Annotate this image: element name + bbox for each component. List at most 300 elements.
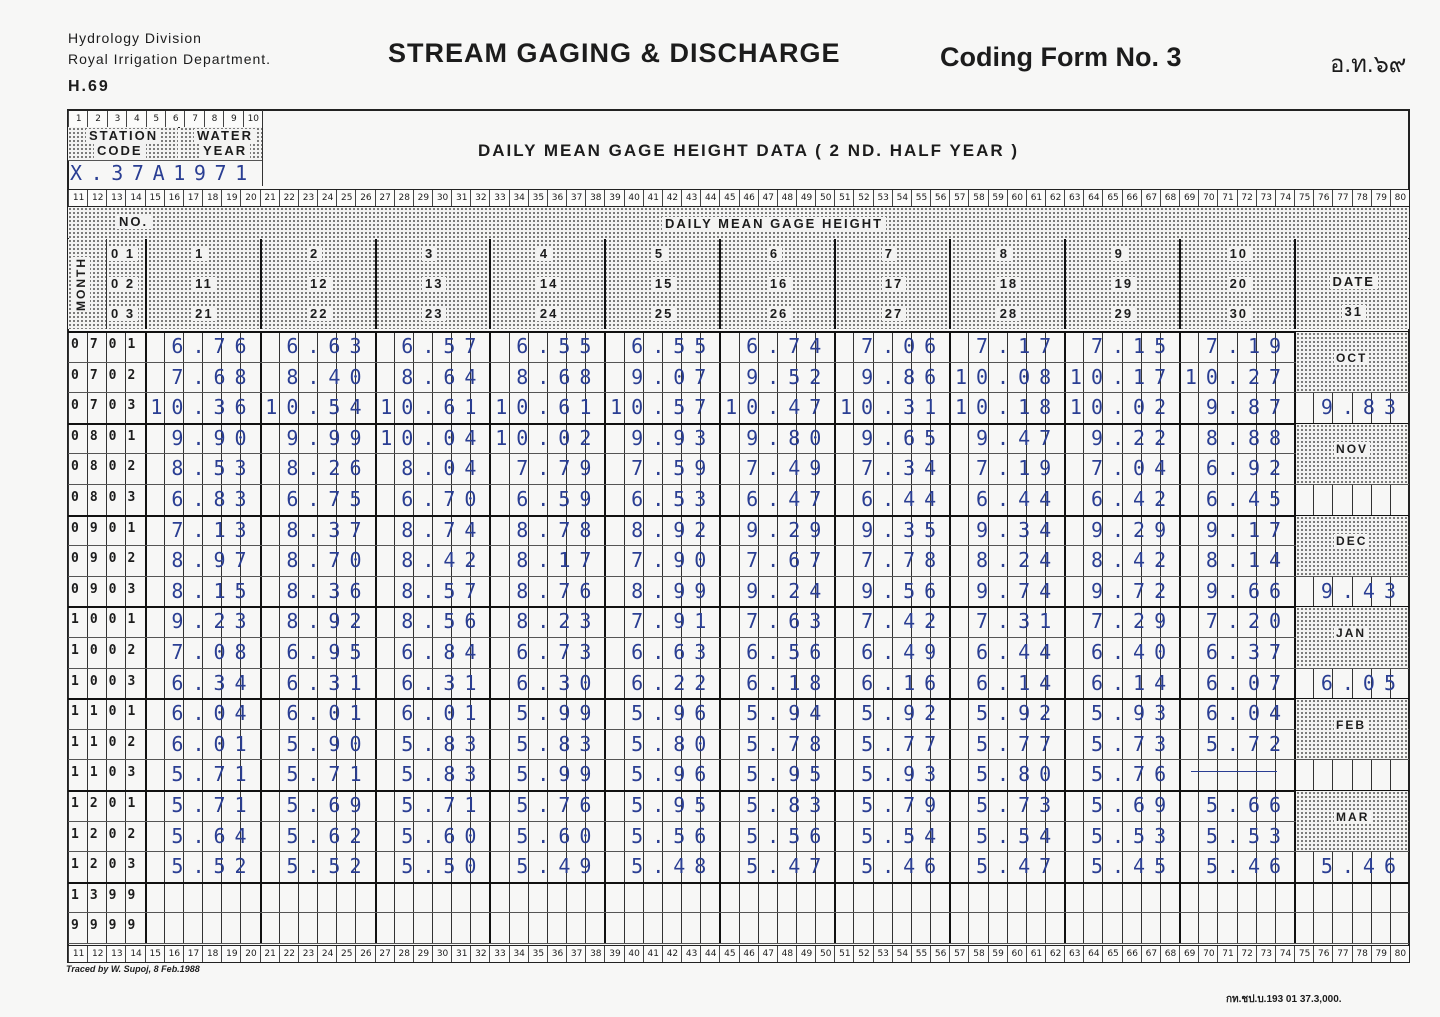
gage-height-value: 5.56 [746, 823, 831, 848]
day-number: 21 [192, 307, 216, 321]
month-block [1296, 424, 1408, 484]
column-number: 31 [451, 190, 471, 206]
column-number: 21 [260, 946, 280, 962]
day-number: 17 [882, 277, 906, 291]
day-number: 27 [882, 307, 906, 321]
column-number: 74 [1275, 190, 1295, 206]
gage-height-value: 5.49 [516, 854, 601, 879]
gage-height-value: 7.17 [976, 334, 1061, 358]
gage-height-value: 5.90 [286, 731, 371, 756]
gage-height-value: 9.74 [976, 578, 1061, 603]
gage-height-value: 7.63 [746, 609, 831, 634]
row-code: 1201 [71, 796, 147, 811]
column-number: 49 [796, 946, 816, 962]
gage-height-value: 5.52 [171, 854, 256, 879]
column-number: 61 [1026, 190, 1046, 206]
station-code-value: X.37A1971 [70, 161, 256, 185]
gage-height-value: 8.92 [286, 609, 371, 634]
column-number: 46 [739, 190, 759, 206]
month-name-label: MAR [1336, 809, 1370, 824]
grid-row-line [68, 331, 1409, 333]
gage-height-value: 6.56 [746, 640, 831, 664]
gage-height-value: 7.91 [631, 609, 716, 634]
column-number: 77 [1332, 190, 1352, 206]
traced-by-note: Traced by W. Supoj, 8 Feb.1988 [66, 964, 200, 974]
gage-height-value: 5.66 [1205, 793, 1291, 817]
gage-height-value: 7.29 [1090, 609, 1176, 634]
blank-entry-mark [1191, 771, 1277, 772]
gage-height-value: 5.71 [286, 762, 371, 787]
column-number: 15 [145, 946, 165, 962]
row-code: 9999 [71, 918, 147, 934]
gage-height-value: 5.71 [401, 793, 486, 817]
row-code: 1399 [71, 887, 147, 903]
row-code: 0902 [71, 551, 147, 567]
column-number: 48 [777, 190, 797, 206]
column-number: 52 [853, 946, 873, 962]
gage-height-value: 7.13 [171, 517, 256, 542]
column-number: 17 [183, 190, 203, 206]
column-number: 29 [413, 190, 433, 206]
column-number: 18 [202, 946, 222, 962]
gage-height-value: 7.15 [1090, 334, 1176, 358]
gage-height-value: 5.71 [171, 762, 256, 787]
gage-height-value: 6.31 [401, 670, 486, 695]
column-number: 26 [355, 946, 375, 962]
grid-row-line [68, 912, 1409, 913]
column-number: 80 [1390, 190, 1410, 206]
gage-height-value: 6.14 [976, 670, 1061, 695]
gage-height-value: 8.99 [631, 578, 716, 603]
day-number: 10 [1227, 247, 1251, 261]
column-number: 74 [1275, 946, 1295, 962]
column-number: 51 [834, 190, 854, 206]
gage-height-value: 10.47 [725, 395, 831, 420]
day-number: 12 [307, 277, 331, 291]
gage-height-value: 10.02 [1069, 395, 1176, 420]
gage-height-value: 6.76 [171, 334, 256, 358]
gage-height-value: 5.53 [1090, 823, 1176, 848]
grid-row-line [68, 821, 1409, 822]
gage-height-value: 6.01 [401, 701, 486, 726]
day-group-divider [1179, 239, 1181, 329]
column-number: 20 [240, 190, 260, 206]
date-31-value: 9.83 [1320, 395, 1405, 420]
column-number: 77 [1332, 946, 1352, 962]
day-number: 18 [997, 277, 1021, 291]
gage-height-value: 5.72 [1205, 731, 1291, 756]
gage-height-value: 5.83 [746, 793, 831, 817]
gage-height-value: 9.56 [861, 578, 946, 603]
gage-height-value: 5.83 [401, 731, 486, 756]
header-division-lines [68, 28, 271, 70]
column-number: 13 [106, 190, 126, 206]
row-code: 0803 [71, 490, 147, 505]
gage-height-value: 10.61 [495, 395, 601, 420]
day-number: 8 [997, 247, 1012, 261]
date-31-value: 9.43 [1320, 578, 1405, 603]
gage-height-value: 7.31 [976, 609, 1061, 634]
gage-height-value: 5.64 [171, 823, 256, 848]
gage-height-value: 8.53 [171, 456, 256, 481]
grid-row-line [68, 882, 1409, 884]
gage-height-value: 5.83 [401, 762, 486, 787]
column-number: 11 [68, 946, 88, 962]
gage-height-value: 7.04 [1090, 456, 1176, 481]
row-code-label: 0 1 [108, 247, 138, 261]
day-group-divider [375, 239, 377, 329]
day-number: 6 [767, 247, 782, 261]
gage-height-value: 5.47 [976, 854, 1061, 879]
column-number: 6 [165, 111, 185, 127]
day-group-divider [260, 239, 262, 329]
gage-height-value: 7.19 [976, 456, 1061, 481]
gage-height-value: 6.74 [746, 334, 831, 358]
gage-height-value: 9.93 [631, 425, 716, 450]
gage-height-value: 9.17 [1205, 517, 1291, 542]
column-number: 59 [988, 190, 1008, 206]
gage-height-value: 5.73 [1090, 731, 1176, 756]
column-number: 13 [106, 946, 126, 962]
column-number-strip-top [68, 110, 262, 128]
gage-height-value: 8.78 [516, 517, 601, 542]
column-number: 65 [1102, 190, 1122, 206]
row-code: 1001 [71, 612, 147, 628]
gage-height-value: 5.94 [746, 701, 831, 726]
thai-form-code: อ.ท.๖๙ [1330, 51, 1407, 78]
day-number: 24 [537, 307, 561, 321]
gage-height-value: 9.22 [1090, 425, 1176, 450]
day-group-divider [719, 239, 721, 329]
gage-height-value: 10.04 [380, 425, 486, 450]
column-number: 38 [585, 946, 605, 962]
column-number: 24 [317, 190, 337, 206]
gage-height-value: 5.99 [516, 701, 601, 726]
column-number: 56 [930, 190, 950, 206]
column-number: 50 [815, 190, 835, 206]
gage-height-value: 6.04 [1205, 701, 1291, 726]
month-name-label: OCT [1336, 350, 1368, 365]
gage-height-value: 6.34 [171, 670, 256, 695]
gage-height-value: 8.24 [976, 548, 1061, 573]
grid-row-line [68, 759, 1409, 760]
day-header-band [68, 239, 1409, 329]
column-number: 43 [681, 190, 701, 206]
column-number: 70 [1198, 946, 1218, 962]
column-number: 72 [1237, 946, 1257, 962]
column-number-strip-mid [68, 189, 1409, 207]
row-code: 0701 [71, 337, 147, 352]
gage-height-value: 5.92 [861, 701, 946, 726]
gage-height-value: 5.93 [1090, 701, 1176, 726]
gage-height-value: 6.92 [1205, 456, 1291, 481]
gage-height-value: 9.65 [861, 425, 946, 450]
day-number: 19 [1112, 277, 1136, 291]
column-number: 1 [68, 111, 88, 127]
grid-row-line [68, 362, 1409, 363]
gage-height-value: 5.45 [1090, 854, 1176, 879]
gage-height-value: 8.14 [1205, 548, 1291, 573]
gage-height-value: 8.74 [401, 517, 486, 542]
daily-mean-gage-height-label: DAILY MEAN GAGE HEIGHT [662, 217, 886, 231]
year-label: YEAR [200, 144, 250, 158]
gage-height-value: 9.24 [746, 578, 831, 603]
gage-height-value: 8.40 [286, 364, 371, 389]
gage-height-value: 6.07 [1205, 670, 1291, 695]
row-code: 1003 [71, 673, 147, 689]
column-number: 57 [949, 190, 969, 206]
month-block [1296, 516, 1408, 576]
gage-height-value: 6.01 [171, 731, 256, 756]
column-number: 56 [930, 946, 950, 962]
print-code: กท.ชป.บ.193 01 37.3,000. [1226, 994, 1342, 1005]
grid-row-line [68, 698, 1409, 700]
column-number: 59 [988, 946, 1008, 962]
day-number: 7 [882, 247, 897, 261]
column-number: 60 [1007, 190, 1027, 206]
gage-height-value: 6.70 [401, 487, 486, 511]
column-number: 31 [451, 946, 471, 962]
station-label: STATION [86, 129, 161, 143]
grid-row-line [68, 851, 1409, 852]
gage-height-value: 6.63 [631, 640, 716, 664]
column-number: 39 [604, 946, 624, 962]
gage-height-value: 6.55 [516, 334, 601, 358]
gage-height-value: 6.84 [401, 640, 486, 664]
column-number: 73 [1256, 946, 1276, 962]
grid-row-line [68, 606, 1409, 608]
gage-height-value: 8.17 [516, 548, 601, 573]
gage-height-value: 5.76 [516, 793, 601, 817]
column-number: 53 [873, 946, 893, 962]
gage-height-value: 5.96 [631, 762, 716, 787]
gage-height-value: 6.44 [861, 487, 946, 511]
column-number: 69 [1179, 946, 1199, 962]
gage-height-value: 6.01 [286, 701, 371, 726]
day-number: 16 [767, 277, 791, 291]
gage-height-value: 5.95 [746, 762, 831, 787]
gage-height-value: 7.08 [171, 640, 256, 664]
column-number: 62 [1045, 190, 1065, 206]
gage-height-value: 6.75 [286, 487, 371, 511]
gage-height-value: 6.40 [1090, 640, 1176, 664]
day-number: 25 [652, 307, 676, 321]
column-number: 66 [1122, 190, 1142, 206]
gage-height-value: 5.62 [286, 823, 371, 848]
column-number: 63 [1064, 946, 1084, 962]
row-code: 1101 [71, 704, 147, 720]
water-label: WATER [194, 129, 256, 143]
column-number: 69 [1179, 190, 1199, 206]
row-code: 0703 [71, 398, 147, 414]
day-number: 9 [1112, 247, 1127, 261]
gage-height-value: 5.69 [1090, 793, 1176, 817]
gage-height-value: 7.68 [171, 364, 256, 389]
column-number: 53 [873, 190, 893, 206]
column-number: 25 [336, 946, 356, 962]
gage-height-value: 9.23 [171, 609, 256, 634]
gage-height-value: 9.34 [976, 517, 1061, 542]
gage-height-value: 6.16 [861, 670, 946, 695]
column-number: 33 [489, 190, 509, 206]
column-number: 23 [298, 946, 318, 962]
gage-height-value: 5.76 [1090, 762, 1176, 787]
column-number: 34 [509, 190, 529, 206]
column-number: 16 [164, 946, 184, 962]
day-number: 3 [422, 247, 437, 261]
gage-height-value: 5.60 [516, 823, 601, 848]
form-code: H.69 [68, 78, 110, 95]
column-number: 66 [1122, 946, 1142, 962]
gage-height-value: 6.53 [631, 487, 716, 511]
gage-height-value: 5.79 [861, 793, 946, 817]
gage-height-value: 5.69 [286, 793, 371, 817]
gage-height-value: 7.06 [861, 334, 946, 358]
gage-height-value: 9.07 [631, 364, 716, 389]
gage-height-value: 7.49 [746, 456, 831, 481]
column-number: 41 [643, 190, 663, 206]
gage-height-value: 10.02 [495, 425, 601, 450]
column-number: 47 [758, 946, 778, 962]
column-number: 34 [509, 946, 529, 962]
date-31-value: 5.46 [1320, 854, 1405, 879]
gage-height-value: 5.83 [516, 731, 601, 756]
gage-height-value: 10.36 [150, 395, 256, 420]
gage-height-value: 8.56 [401, 609, 486, 634]
column-number: 14 [125, 946, 145, 962]
day-group-divider [145, 239, 147, 329]
gage-height-value: 5.93 [861, 762, 946, 787]
column-number: 49 [796, 190, 816, 206]
grid-row-line [68, 576, 1409, 577]
month-block [1296, 607, 1408, 667]
day-number: 2 [307, 247, 322, 261]
gage-height-value: 10.27 [1184, 364, 1291, 389]
grid-row-line [68, 453, 1409, 454]
column-number: 47 [758, 190, 778, 206]
gage-height-value: 9.99 [286, 425, 371, 450]
column-number: 73 [1256, 190, 1276, 206]
page-title: STREAM GAGING & DISCHARGE [388, 38, 841, 68]
gage-height-value: 5.95 [631, 793, 716, 817]
gage-height-value: 5.80 [976, 762, 1061, 787]
date-31-label: 31 [1342, 305, 1366, 319]
column-number: 28 [394, 190, 414, 206]
column-number: 30 [432, 190, 452, 206]
gage-height-value: 10.18 [954, 395, 1061, 420]
gage-height-value: 7.67 [746, 548, 831, 573]
gage-height-value: 5.56 [631, 823, 716, 848]
gage-height-value: 8.26 [286, 456, 371, 481]
gage-height-value: 9.35 [861, 517, 946, 542]
month-block [1296, 332, 1408, 392]
column-number: 55 [911, 190, 931, 206]
column-number: 45 [719, 946, 739, 962]
gage-height-value: 7.19 [1205, 334, 1291, 358]
gage-height-value: 9.66 [1205, 578, 1291, 603]
column-number: 65 [1102, 946, 1122, 962]
month-name-label: DEC [1336, 534, 1368, 549]
gage-height-value: 8.42 [401, 548, 486, 573]
gage-height-value: 7.79 [516, 456, 601, 481]
column-number: 68 [1160, 190, 1180, 206]
column-number: 58 [968, 190, 988, 206]
column-number: 24 [317, 946, 337, 962]
gage-height-value: 8.42 [1090, 548, 1176, 573]
column-number: 67 [1141, 190, 1161, 206]
gage-height-value: 5.50 [401, 854, 486, 879]
gage-height-value: 10.17 [1069, 364, 1176, 389]
gage-height-value: 9.86 [861, 364, 946, 389]
grid-row-line [68, 790, 1409, 792]
row-code: 0801 [71, 428, 147, 444]
column-number: 67 [1141, 946, 1161, 962]
column-number: 5 [146, 111, 166, 127]
column-number: 25 [336, 190, 356, 206]
gage-height-value: 8.15 [171, 578, 256, 603]
day-number: 4 [537, 247, 552, 261]
column-number: 38 [585, 190, 605, 206]
column-number: 23 [298, 190, 318, 206]
gage-height-value: 6.59 [516, 487, 601, 511]
gage-height-value: 6.55 [631, 334, 716, 358]
gage-height-value: 9.90 [171, 425, 256, 450]
gage-height-value: 10.08 [954, 364, 1061, 389]
column-number: 37 [566, 190, 586, 206]
column-number: 62 [1045, 946, 1065, 962]
column-number: 51 [834, 946, 854, 962]
month-block [1296, 791, 1408, 851]
day-number: 29 [1112, 307, 1136, 321]
gage-height-value: 7.78 [861, 548, 946, 573]
gage-height-value: 5.54 [976, 823, 1061, 848]
column-number: 75 [1294, 946, 1314, 962]
gage-height-value: 8.37 [286, 517, 371, 542]
no-label: NO. [116, 215, 151, 229]
grid-row-line [68, 729, 1409, 730]
gage-height-value: 9.87 [1205, 395, 1291, 420]
grid-row-line [68, 668, 1409, 669]
column-number: 55 [911, 946, 931, 962]
gage-height-value: 7.59 [631, 456, 716, 481]
gage-height-value: 7.20 [1205, 609, 1291, 634]
table-title: DAILY MEAN GAGE HEIGHT DATA ( 2 ND. HALF YEAR ) [478, 141, 1020, 160]
grid-row-line [68, 637, 1409, 638]
gage-height-value: 5.77 [976, 731, 1061, 756]
column-number: 9 [223, 111, 243, 127]
department-label: Royal Irrigation Department. [68, 51, 272, 67]
data-area [68, 331, 1409, 943]
gage-height-value: 5.92 [976, 701, 1061, 726]
column-number: 10 [243, 111, 263, 127]
gage-height-value: 8.97 [171, 548, 256, 573]
column-number: 44 [700, 946, 720, 962]
column-number: 33 [489, 946, 509, 962]
gage-height-value: 10.57 [610, 395, 716, 420]
column-number: 16 [164, 190, 184, 206]
column-number: 29 [413, 946, 433, 962]
gage-height-value: 8.88 [1205, 425, 1291, 450]
column-number: 4 [126, 111, 146, 127]
gage-height-value: 9.72 [1090, 578, 1176, 603]
gage-height-value: 6.83 [171, 487, 256, 511]
gage-height-value: 8.70 [286, 548, 371, 573]
column-number: 48 [777, 946, 797, 962]
gage-height-value: 6.57 [401, 334, 486, 358]
column-number: 20 [240, 946, 260, 962]
gage-height-band [68, 207, 1409, 238]
gage-height-value: 5.71 [171, 793, 256, 817]
